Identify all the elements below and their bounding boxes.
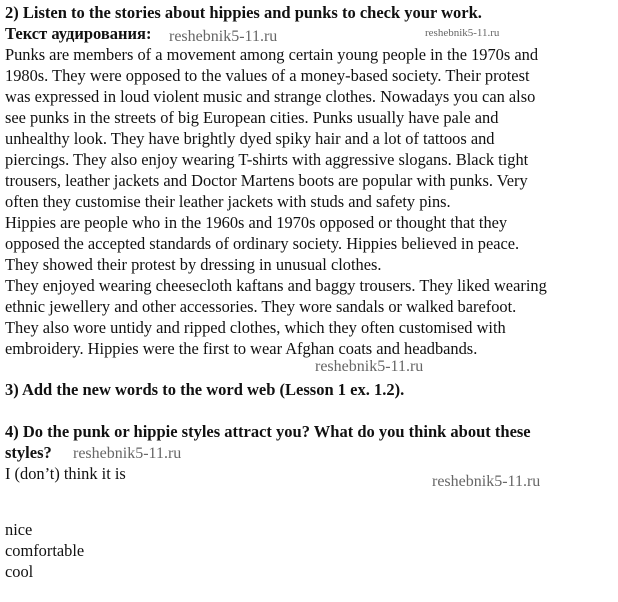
task4-heading-line2-row	[5, 442, 613, 463]
task4-heading-line2: styles?	[5, 443, 52, 462]
text-line: was expressed in loud violent music and strange clothes. Nowadays you can also	[5, 87, 536, 106]
answer-intro-row	[5, 463, 613, 490]
option-item: comfortable	[5, 541, 85, 560]
task2-heading: 2) Listen to the stories about hippies and punks to check your work.	[5, 3, 482, 22]
text-line: embroidery. Hippies were the first to wear Afghan coats and headbands.	[5, 339, 478, 358]
options-list	[5, 519, 613, 582]
text-line: Punks are members of a movement among certain young people in the 1970s and	[5, 45, 539, 64]
text-line: opposed the accepted standards of ordinary society. Hippies believed in peace.	[5, 234, 520, 253]
watermark-1: reshebnik5-11.ru	[169, 28, 278, 45]
document-page	[5, 2, 613, 582]
text-line: They showed their protest by dressing in unusual clothes.	[5, 255, 382, 274]
text-line: see punks in the streets of big European cities. Punks usually have pale and	[5, 108, 499, 127]
text-line: ethnic jewellery and other accessories. They wore sandals or walked barefoot.	[5, 297, 517, 316]
option-item: nice	[5, 520, 33, 539]
listening-text-label: Текст аудирования:	[5, 24, 152, 43]
text-line: unhealthy look. They have brightly dyed spiky hair and a lot of tattoos and	[5, 129, 495, 148]
task3-heading: 3) Add the new words to the word web (Lesson 1 ex. 1.2).	[5, 380, 405, 399]
text-line: 1980s. They were opposed to the values of a money-based society. Their protest	[5, 66, 530, 85]
text-line: They also wore untidy and ripped clothes, which they often customised with	[5, 318, 506, 337]
option-item: cool	[5, 562, 34, 581]
task4-heading-line1: 4) Do the punk or hippie styles attract you? What do you think about these	[5, 422, 531, 441]
watermark-5: reshebnik5-11.ru	[432, 473, 541, 490]
spacer	[5, 505, 613, 519]
text-line: often they customise their leather jackets with studs and safety pins.	[5, 192, 451, 211]
watermark-2: reshebnik5-11.ru	[425, 27, 500, 39]
watermark-line	[5, 359, 613, 377]
text-line: Hippies are people who in the 1960s and 1970s opposed or thought that they	[5, 213, 508, 232]
text-line: piercings. They also enjoy wearing T-shirts with aggressive slogans. Black tight	[5, 150, 529, 169]
spacer	[5, 400, 613, 421]
watermark-3: reshebnik5-11.ru	[315, 358, 424, 375]
answer-intro: I (don’t) think it is	[5, 464, 126, 483]
text-line: trousers, leather jackets and Doctor Martens boots are popular with punks. Very	[5, 171, 528, 190]
text-line: They enjoyed wearing cheesecloth kaftans and baggy trousers. They liked wearing	[5, 276, 547, 295]
listening-text	[5, 44, 613, 359]
watermark-4: reshebnik5-11.ru	[73, 445, 182, 462]
listening-text-label-line	[5, 23, 613, 44]
